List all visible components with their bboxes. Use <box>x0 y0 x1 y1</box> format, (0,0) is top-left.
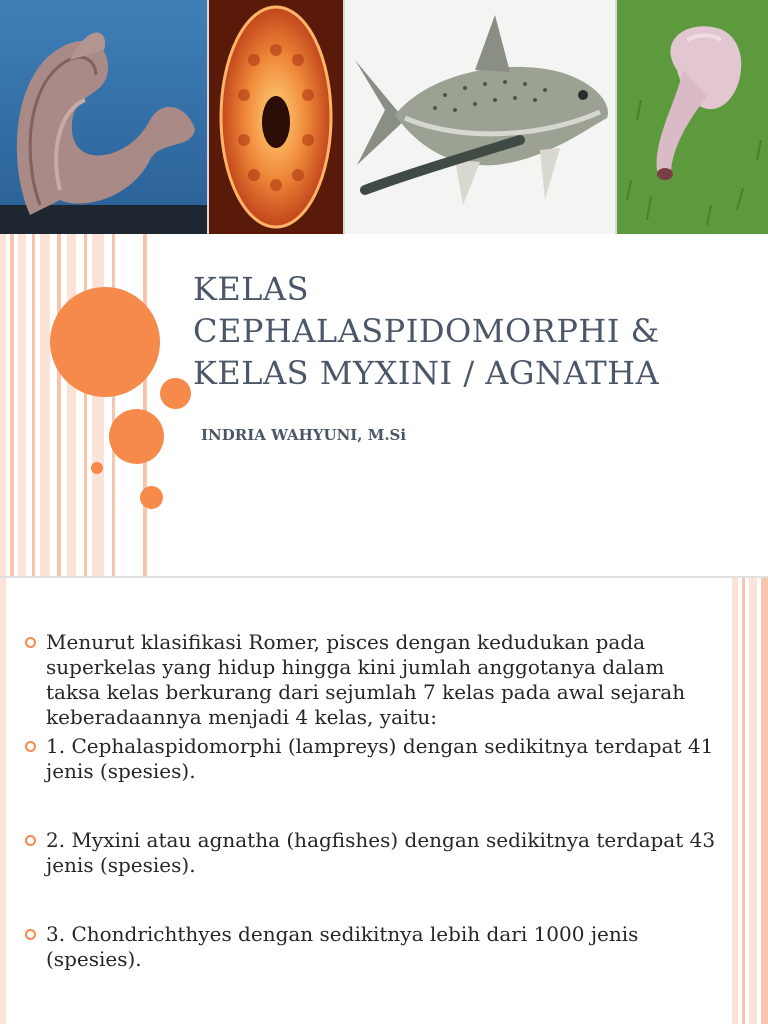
bullet-text: 1. Cephalaspidomorphi (lampreys) dengan sedikitnya terdapat 41 jenis (spesies). <box>46 734 714 783</box>
stripe <box>749 578 757 1024</box>
stripe <box>112 234 115 576</box>
stripe <box>10 234 14 576</box>
title-line: KELAS <box>193 270 310 308</box>
content-slide <box>0 576 768 1024</box>
large-circle-icon <box>50 287 160 397</box>
stripe <box>40 234 50 576</box>
stripe <box>32 234 35 576</box>
bullet-text: 2. Myxini atau agnatha (hagfishes) dengan sedikitnya terdapat 43 jenis (spesies). <box>46 828 716 877</box>
tiny-circle-icon <box>91 462 103 474</box>
stripe <box>143 234 147 576</box>
stripe <box>0 234 6 576</box>
stripe <box>18 234 26 576</box>
small-circle-icon <box>140 486 163 509</box>
photo-strip <box>0 0 768 234</box>
ring-bullet-icon <box>25 929 36 940</box>
ring-bullet-icon <box>25 835 36 846</box>
stripe <box>742 578 745 1024</box>
ring-bullet-icon <box>25 741 36 752</box>
list-item <box>22 734 722 784</box>
stripe <box>57 234 61 576</box>
list-item <box>22 922 722 972</box>
list-item <box>22 828 722 878</box>
stripe <box>84 234 87 576</box>
title-line: KELAS MYXINI / AGNATHA <box>193 354 660 392</box>
list-item <box>22 630 722 730</box>
decorative-stripes <box>0 234 150 576</box>
bullet-text: Menurut klasifikasi Romer, pisces dengan kedudukan pada superkelas yang hidup hingga kini jumlah anggotanya dalam taksa kelas berkurang dari sejumlah 7 kelas pada awal sejarah keberadaannya menjadi 4 kelas, yaitu: <box>46 630 686 729</box>
trout-with-lamprey-photo <box>345 0 615 234</box>
lamprey-mouth-photo <box>209 0 343 234</box>
bullet-list <box>22 630 722 972</box>
slide-title <box>193 268 753 394</box>
stripe <box>761 578 768 1024</box>
stripe <box>67 234 76 576</box>
bullet-text: 3. Chondrichthyes dengan sedikitnya lebih dari 1000 jenis (spesies). <box>46 922 639 971</box>
hagfish-photo <box>0 0 207 234</box>
stripe <box>732 578 738 1024</box>
author-name: INDRIA WAHYUNI, M.Si <box>201 426 407 444</box>
stripe <box>0 578 6 1024</box>
ring-bullet-icon <box>25 637 36 648</box>
title-line: CEPHALASPIDOMORPHI & <box>193 312 660 350</box>
hagfish-on-grass-photo <box>617 0 768 234</box>
small-circle-icon <box>160 378 191 409</box>
stripe <box>92 234 104 576</box>
medium-circle-icon <box>109 409 164 464</box>
